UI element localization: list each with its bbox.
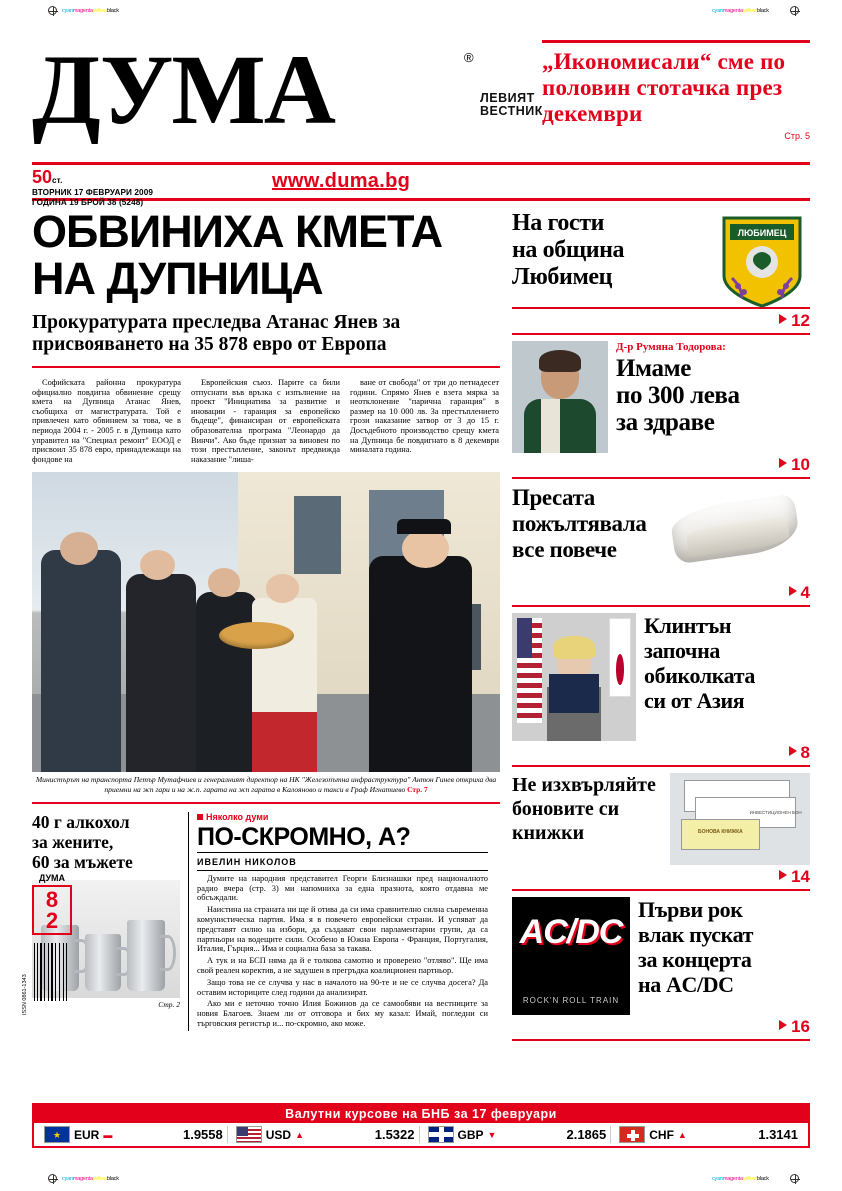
edition-badge-number xyxy=(32,885,72,935)
currency-value: 1.3141 xyxy=(758,1127,798,1142)
opinion-paragraph-1-text: Думите на народния представител Георги Близнашки пред националното радио вчера (стр. 3) ми напомниха за една празнота, която отдавна ме обсъждали. xyxy=(197,873,488,903)
acdc-title-line3: за концерта xyxy=(638,947,752,972)
press-photo xyxy=(660,485,810,581)
page-frame xyxy=(22,22,810,1170)
vouchers-photo xyxy=(670,773,810,865)
currency-code: EUR xyxy=(74,1127,100,1142)
registration-mark-bottom-right xyxy=(790,1174,799,1183)
lyubimets-title-line1: На гости xyxy=(512,210,605,236)
currency-row xyxy=(615,1126,802,1143)
trend-icon: ▲ xyxy=(295,1129,305,1140)
triangle-icon xyxy=(779,458,787,468)
acdc-photo xyxy=(512,897,630,1015)
lyubimets-page-number: 12 xyxy=(791,311,810,330)
opinion-paragraph-4: Защо това не се случва у нас в началото на 90-те и не се случва досега? Да оставим историците след години да анализират. xyxy=(197,977,488,997)
masthead-subtitle xyxy=(480,92,543,118)
health-page-number: 10 xyxy=(791,455,810,474)
color-bar-top-right: cyanmagentayellowblack xyxy=(712,8,769,14)
triangle-icon xyxy=(779,314,787,324)
opinion-tagline xyxy=(197,812,488,822)
right-item-clinton[interactable] xyxy=(512,613,810,767)
flag-us-icon xyxy=(236,1126,262,1143)
trend-icon: ▬ xyxy=(103,1129,113,1140)
lead-body-col-2: Европейския съюз. Парите са били отпуснати във връзка с изпълнение на проект "Инициатива за развитие и иновации - гаранция за европейско бъдеще", финансиран от европейската образователна програма "Леонардо да Винчи". Ако бъде признат за виновен по този престъпление, законът предвижда наказание "лиша- xyxy=(191,378,340,464)
right-item-lyubimets[interactable] xyxy=(512,208,810,335)
vouchers-title-line1: Не изхвърляйте xyxy=(512,774,656,796)
vouchers-title-line2: боновите си xyxy=(512,798,620,820)
website-link[interactable]: www.duma.bg xyxy=(272,170,411,192)
lead-headline xyxy=(32,208,500,302)
registration-mark-bottom-left xyxy=(48,1174,57,1183)
currency-value: 1.5322 xyxy=(374,1127,415,1142)
currency-value: 1.9558 xyxy=(182,1127,223,1142)
health-title-line2: по 300 лева xyxy=(616,382,740,409)
color-bar-bottom-right: cyanmagentayellowblack xyxy=(712,1176,769,1182)
currency-value: 2.1865 xyxy=(566,1127,607,1142)
masthead-subtitle-line2: ВЕСТНИК xyxy=(480,104,543,118)
currency-strip xyxy=(32,1103,810,1148)
opinion-body xyxy=(197,874,488,1029)
right-column xyxy=(512,208,810,1047)
acdc-page-number: 16 xyxy=(791,1017,810,1036)
opinion-column xyxy=(188,812,488,1031)
lyubimets-title-line3: Любимец xyxy=(512,264,613,290)
currency-code: USD xyxy=(265,1127,292,1142)
currency-row xyxy=(232,1126,420,1143)
top-teaser-page: Стр. 5 xyxy=(784,131,810,141)
issue-date: ВТОРНИК 17 ФЕВРУАРИ 2009 xyxy=(32,188,154,197)
acdc-page-flag[interactable] xyxy=(512,1015,810,1039)
coat-of-arms-icon xyxy=(720,212,804,308)
masthead xyxy=(32,22,810,145)
right-item-vouchers[interactable] xyxy=(512,773,810,891)
registration-mark-top-right xyxy=(790,6,799,15)
lead-divider xyxy=(32,366,500,368)
price-value: 50 xyxy=(32,167,53,187)
edition-badge xyxy=(32,873,72,935)
triangle-icon xyxy=(789,746,797,756)
vouchers-page-number: 14 xyxy=(791,867,810,886)
color-bar-top-left: cyanmagentayellowblack xyxy=(62,8,119,14)
right-item-press[interactable] xyxy=(512,485,810,607)
flag-eu-icon xyxy=(44,1126,70,1143)
health-photo xyxy=(512,341,608,453)
acdc-title-line2: влак пускат xyxy=(638,922,754,947)
alcohol-promo-line1: 40 г алкохол xyxy=(32,811,130,832)
opinion-paragraph-2: Наистина на страната ни ще й отива да си има сравнително силна съвременна комунистическа партия. Има я в повечето европейски страни. И успяват да представят силно на избори, да създават свои парламентарни групи, да са партньори на водещите сили. Особено в Южна Европа - Франция, Португалия, Италия, Гърция... Има и социална база за такава. xyxy=(197,905,488,954)
vouchers-title-line3: книжки xyxy=(512,822,585,844)
opinion-byline: ИВЕЛИН НИКОЛОВ xyxy=(197,856,297,867)
clinton-title-line3: обиколката xyxy=(644,663,755,688)
triangle-icon xyxy=(779,870,787,880)
trend-icon: ▼ xyxy=(487,1129,497,1140)
bottom-left-block xyxy=(32,812,500,1031)
currency-code: CHF xyxy=(649,1127,674,1142)
issue-number: ГОДИНА 19 БРОЙ 38 (5248) xyxy=(32,197,144,207)
color-bar-bottom-left: cyanmagentayellowblack xyxy=(62,1176,119,1182)
press-page-number: 4 xyxy=(800,583,810,602)
currency-row xyxy=(424,1126,612,1143)
square-bullet-icon xyxy=(197,814,203,820)
lyubimets-title-line2: на община xyxy=(512,237,625,263)
lead-photo-caption xyxy=(32,775,500,793)
alcohol-promo-page: Стр. 2 xyxy=(158,999,180,1009)
alcohol-promo-line2: за жените, xyxy=(32,831,114,852)
clinton-title-line2: започна xyxy=(644,638,720,663)
press-title-line2: пожълтявала xyxy=(512,511,647,536)
clinton-title-line4: си от Азия xyxy=(644,688,745,713)
triangle-icon xyxy=(779,1020,787,1030)
barcode xyxy=(34,943,68,1001)
trend-icon: ▲ xyxy=(677,1129,687,1140)
opinion-tagline-text: Няколко думи xyxy=(206,811,269,822)
top-teaser[interactable] xyxy=(542,40,810,141)
opinion-paragraph-3: А тук и на БСП няма да й е толкова самотно и проверено "отляво". Ще има свой реален коректив, а не задушен в прегръдка коалиционен партньор. xyxy=(197,956,488,975)
issn-text: ISSN 0861-1343 xyxy=(22,974,28,1015)
right-item-acdc[interactable] xyxy=(512,897,810,1041)
price-and-date xyxy=(32,167,153,207)
left-column xyxy=(22,206,500,1031)
right-item-health[interactable] xyxy=(512,341,810,479)
clinton-page-number: 8 xyxy=(800,743,810,762)
currency-rows xyxy=(34,1123,808,1146)
price-unit: ст. xyxy=(52,176,63,185)
health-title-line3: за здраве xyxy=(616,409,715,436)
clinton-photo xyxy=(512,613,636,741)
clinton-page-flag[interactable] xyxy=(512,741,810,765)
currency-strip-header: Валутни курсове на БНБ за 17 февруари xyxy=(34,1105,808,1123)
masthead-subtitle-line1: ЛЕВИЯТ xyxy=(480,91,535,105)
edition-badge-number-bottom: 2 xyxy=(45,907,59,933)
press-title-line1: Пресата xyxy=(512,485,595,510)
newspaper-logo: ДУМА xyxy=(32,34,335,145)
opinion-paragraph-1 xyxy=(197,874,488,903)
triangle-icon xyxy=(789,586,797,596)
press-title-line3: все повече xyxy=(512,537,617,562)
lead-headline-line2: НА ДУПНИЦА xyxy=(32,253,323,304)
health-kicker: Д-р Румяна Тодорова: xyxy=(616,341,726,353)
lead-body xyxy=(32,378,500,464)
svg-text:ЛЮБИМЕЦ: ЛЮБИМЕЦ xyxy=(737,228,787,238)
flag-gb-icon xyxy=(428,1126,454,1143)
masthead-rule-top xyxy=(32,162,810,165)
press-page-flag[interactable] xyxy=(512,581,810,605)
registration-mark-top-left xyxy=(48,6,57,15)
voucher-label-2: ИНВЕСТИЦИОНЕН БОН xyxy=(749,809,802,815)
lead-subhead: Прокуратурата преследва Атанас Янев за присвояването на 35 878 евро от Европа xyxy=(32,312,401,355)
edition-badge-label: ДУМА xyxy=(38,872,66,883)
lead-body-col-3: ване от свобода" от три до петнадесет години. Спрямо Янев е взета мярка за неотклонение "парична гаранция" в размер на 10 000 лв. За престъплението грози наказание затвор от 3 до 15 г. Досъдебното производство срещу кмета на Дупница бе повдигнато в 8 декември миналата година. xyxy=(350,378,499,455)
acdc-album-subtitle: ROCK'N ROLL TRAIN xyxy=(522,996,620,1005)
opinion-title: ПО-СКРОМНО, А? xyxy=(197,822,411,851)
lead-headline-line1: ОБВИНИХА КМЕТА xyxy=(32,206,443,257)
voucher-label-1: БОНОВА КНИЖКА xyxy=(697,829,743,835)
acdc-album-logo: AC/DC xyxy=(519,913,623,951)
opinion-paragraph-5: Ако ми е неточно точно Илия Божинов да се самообяви на вестниците за новия Благоев. Знаем ли от отговора и бих му казал: Имай, погледни си търговския регистър и... по-скромно, ако може. xyxy=(197,999,488,1028)
health-page-flag[interactable] xyxy=(512,453,810,477)
flag-ch-icon xyxy=(619,1126,645,1143)
lead-body-col-1: Софийската районна прокуратура официално повдигна обвинение срещу кмета на Дупница Атанас Янев, съобщиха от магистратурата. Той е привлечен като обвиняем за това, че в периода 2004 г. - 2005 г. в Дупница като управител на "Специал ремонт" ЕООД е присвоил 35 878 евро, принадлежащи на фондове на xyxy=(32,378,181,464)
currency-row xyxy=(40,1126,228,1143)
registered-trademark-icon: ® xyxy=(464,50,474,65)
top-teaser-text: „Икономисали“ сме по половин стотачка през декември xyxy=(542,49,786,126)
lead-photo-caption-text: Министърът на транспорта Петър Мутафчиев и генералният директор на НК "Железопътна инфраструктура" Антон Гинев откриха два приемни на жп гари и на ж.п. гарата на жп гарата в Калояново и такси в Граф Игнатиево xyxy=(35,775,497,794)
lyubimets-page-flag[interactable] xyxy=(512,309,810,333)
currency-code: GBP xyxy=(457,1127,484,1142)
edition-badge-number-top: 8 xyxy=(45,886,59,912)
lead-photo-caption-page: Стр. 7 xyxy=(407,784,428,794)
bottom-left-divider xyxy=(32,802,500,804)
health-title-line1: Имаме xyxy=(616,355,691,382)
acdc-title-line1: Първи рок xyxy=(638,897,743,922)
clinton-title-line1: Клинтън xyxy=(644,613,732,638)
alcohol-promo-line3: 60 за мъжете xyxy=(32,851,133,872)
lead-photo xyxy=(32,472,500,772)
vouchers-page-flag[interactable] xyxy=(512,865,810,889)
acdc-title-line4: на AC/DC xyxy=(638,972,734,997)
